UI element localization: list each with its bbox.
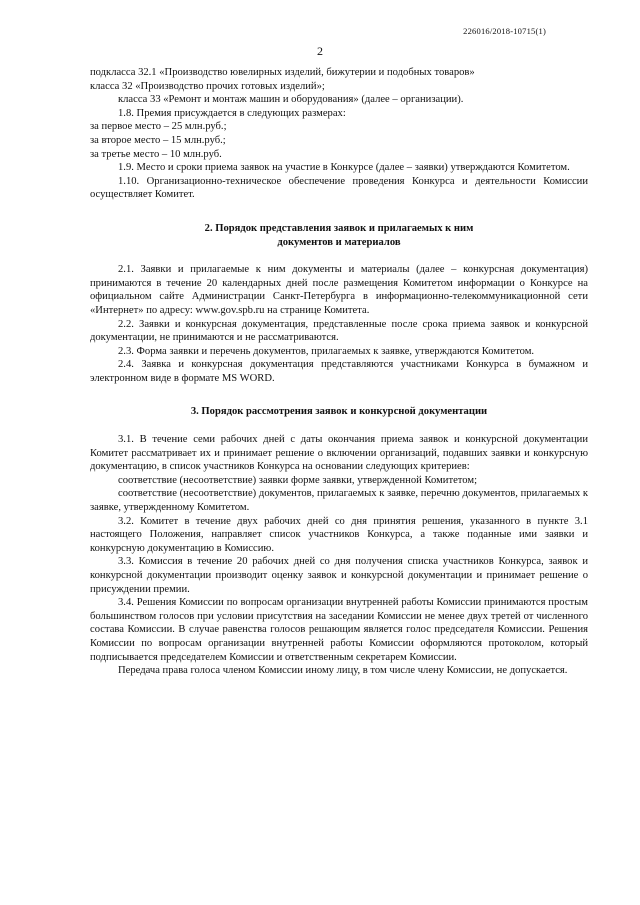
paragraph: 1.10. Организационно-техническое обеспечение проведения Конкурса и деятельности Комиссии осуществляет Комитет.: [90, 175, 588, 201]
paragraph: 2.1. Заявки и прилагаемые к ним документы и материалы (далее – конкурсная документация) принимаются в течение 20 календарных дней после размещения Комитетом информации о Конкурсе на официальном сайте Администрации Санкт-Петербурга в информационно-телекоммуникационной сети «Интернет» по адресу: www.gov.spb.ru на странице Комитета.: [90, 264, 588, 316]
prize-line: за первое место – 25 млн.руб.;: [90, 121, 227, 133]
document-id: 226016/2018-10715(1): [463, 26, 546, 36]
intro-line: класса 32 «Производство прочих готовых изделий»;: [90, 80, 325, 92]
section-2-title-line: 2. Порядок представления заявок и прилагаемых к ним: [204, 222, 474, 234]
criteria-item: соответствие (несоответствие) документов, прилагаемых к заявке, перечню документов, прилагаемых к заявке, утвержденному Комитетом.: [90, 488, 588, 514]
page-number: 2: [317, 44, 323, 58]
document-body: [90, 66, 588, 678]
paragraph: 2.4. Заявка и конкурсная документация представляются участниками Конкурса в бумажном и электронном виде в формате MS WORD.: [90, 359, 588, 384]
intro-line: класса 33 «Ремонт и монтаж машин и оборудования» (далее – организации).: [118, 94, 464, 106]
intro-line: 1.8. Премия присуждается в следующих размерах:: [118, 107, 346, 119]
paragraph: 1.9. Место и сроки приема заявок на участие в Конкурсе (далее – заявки) утверждаются Комитетом.: [118, 162, 570, 174]
section-2-title-line: документов и материалов: [277, 236, 401, 248]
prize-line: за третье место – 10 млн.руб.: [90, 148, 222, 160]
paragraph: 3.4. Решения Комиссии по вопросам организации внутренней работы Комиссии принимаются простым большинством голосов при условии присутствия на заседании Комиссии не менее двух третей от численного состава Комиссии. В случае равенства голосов решающим является голос председателя Комиссии. Решения Комиссии по вопросам организации внутренней работы Комиссии оформляются протоколом, который подписывается председателем Комиссии и ответственным секретарем Комиссии.: [90, 597, 588, 663]
paragraph: 2.3. Форма заявки и перечень документов, прилагаемых к заявке, утверждаются Комитетом.: [118, 345, 535, 357]
paragraph: 2.2. Заявки и конкурсная документация, представленные после срока приема заявок и конкурсной документации, не принимаются и не рассматриваются.: [90, 318, 588, 344]
paragraph: 3.3. Комиссия в течение 20 рабочих дней со дня получения списка участников Конкурса, заявок и конкурсной документации производит оценку заявок и конкурсной документации и принимает решение о присуждении премии.: [90, 556, 588, 595]
intro-line: подкласса 32.1 «Производство ювелирных изделий, бижутерии и подобных товаров»: [90, 67, 475, 78]
prize-line: за второе место – 15 млн.руб.;: [90, 134, 226, 146]
paragraph: 3.2. Комитет в течение двух рабочих дней со дня принятия решения, указанного в пункте 3.1 настоящего Положения, направляет список участников Конкурса, а также поданные ими заявки и конкурсную документацию в Комиссию.: [90, 515, 588, 554]
section-3-title: 3. Порядок рассмотрения заявок и конкурсной документации: [190, 406, 488, 418]
section-2-title: [90, 222, 588, 249]
paragraph: Передача права голоса членом Комиссии иному лицу, в том числе члену Комиссии, не допускается.: [118, 665, 568, 677]
criteria-item: соответствие (несоответствие) заявки форме заявки, утвержденной Комитетом;: [118, 474, 478, 486]
paragraph: 3.1. В течение семи рабочих дней с даты окончания приема заявок и конкурсной документации Комитет рассматривает их и принимает решение о включении организаций, подавших заявки и конкурсную документацию, в список участников Конкурса на основании следующих критериев:: [90, 434, 588, 473]
